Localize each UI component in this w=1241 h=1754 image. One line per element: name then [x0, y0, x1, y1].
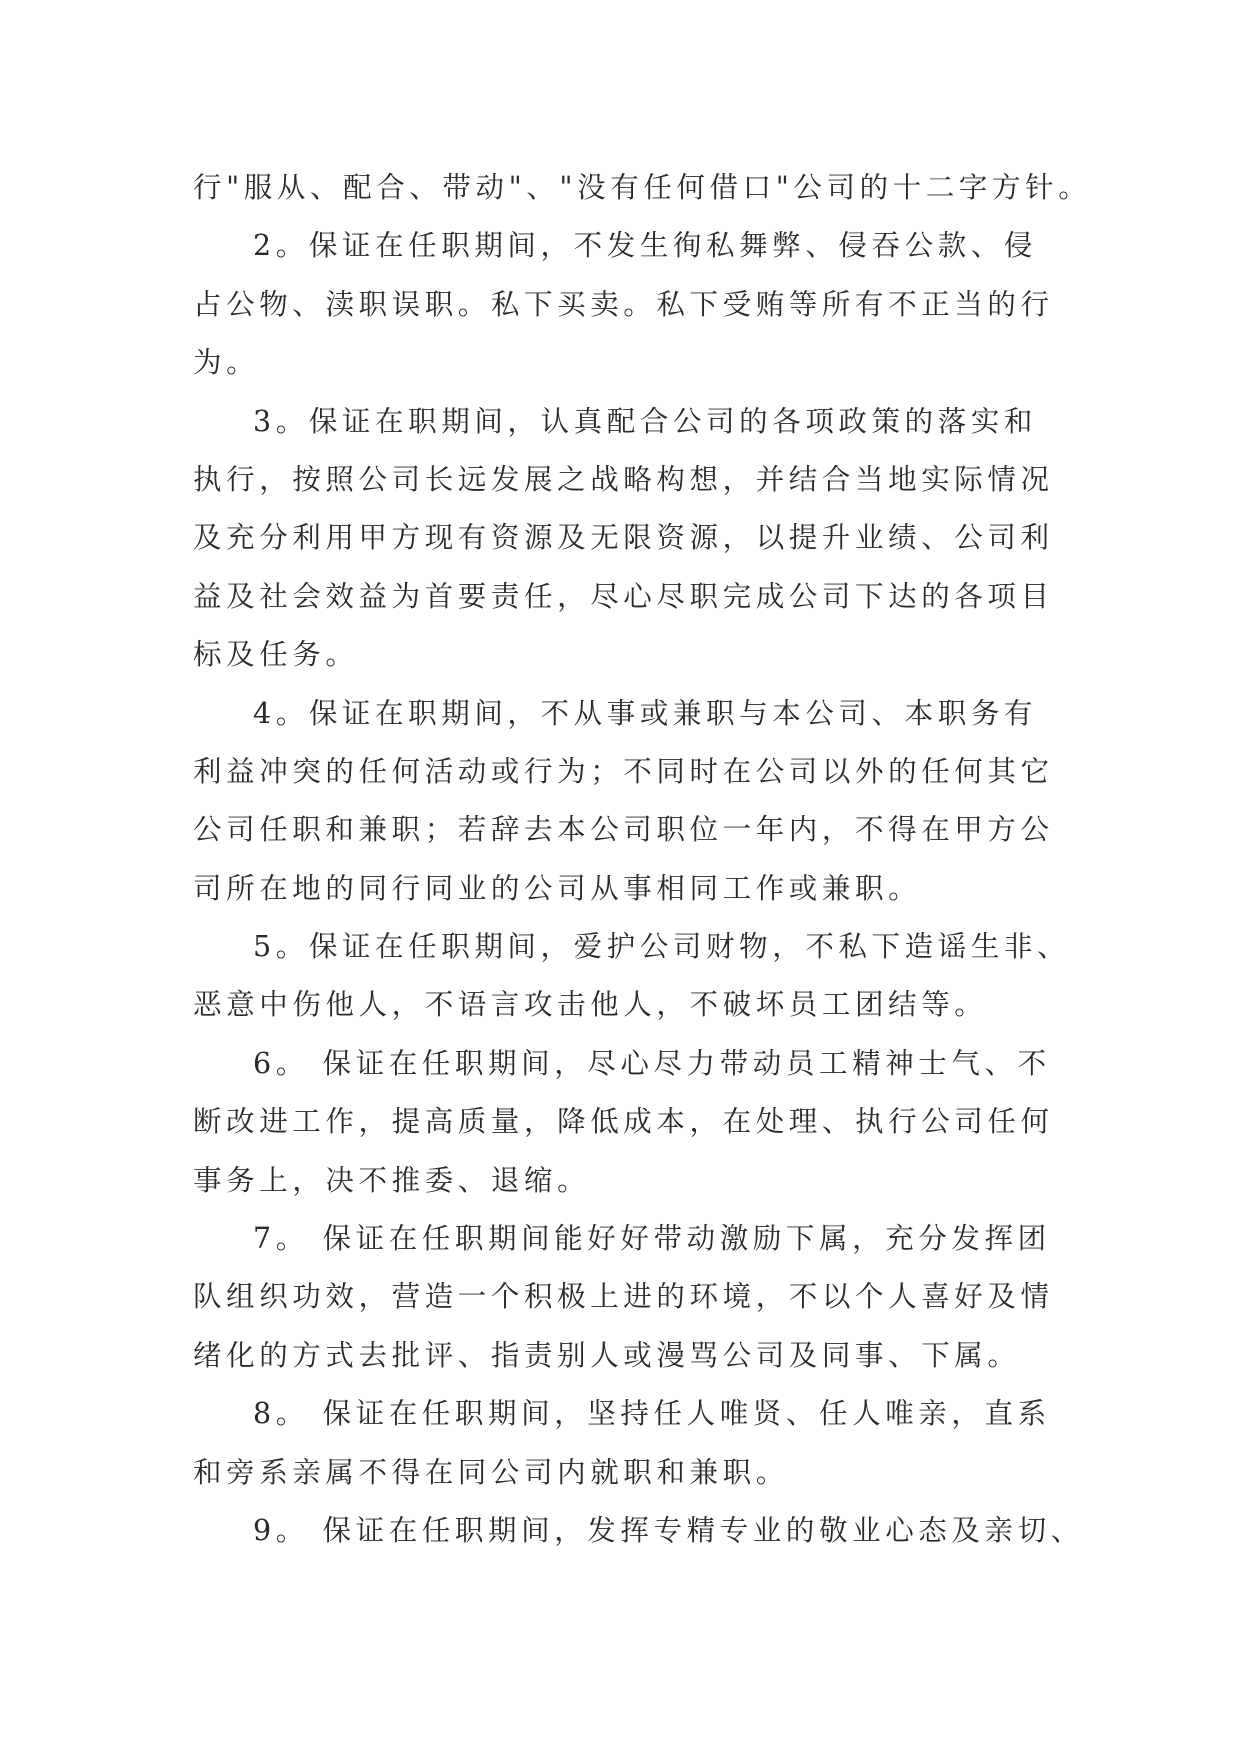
paragraph-item-4: [193, 685, 1063, 919]
paragraph-item-2: [193, 217, 1063, 392]
text-line: 行"服从、配合、带动"、"没有任何借口"公司的十二字方针。: [193, 171, 1092, 204]
text-line: 7。 保证在任职期间能好好带动激励下属，充分发挥团: [253, 1222, 1051, 1256]
document-body: [193, 159, 1092, 1560]
text-line: 断改进工作，提高质量，降低成本，在处理、执行公司任何: [193, 1105, 1054, 1139]
text-line: 标及任务。: [193, 638, 359, 672]
text-line: 3。保证在职期间，认真配合公司的各项政策的落实和: [253, 404, 1038, 438]
text-line: 恶意中伤他人，不语言攻击他人，不破坏员工团结等。: [193, 988, 988, 1022]
text-line: 队组织功效，营造一个积极上进的环境，不以个人喜好及情: [193, 1280, 1054, 1314]
text-line: 公司任职和兼职；若辞去本公司职位一年内，不得在甲方公: [193, 813, 1054, 847]
text-line: 2。保证在任职期间，不发生徇私舞弊、侵吞公款、侵: [253, 229, 1038, 263]
text-line: 利益冲突的任何活动或行为；不同时在公司以外的任何其它: [193, 754, 1054, 788]
paragraph-item-5: [193, 918, 1071, 1035]
text-line: 司所在地的同行同业的公司从事相同工作或兼职。: [193, 871, 922, 905]
text-line: 绪化的方式去批评、指责别人或漫骂公司及同事、下属。: [193, 1338, 1021, 1372]
text-line: 和旁系亲属不得在同公司内就职和兼职。: [193, 1455, 789, 1489]
text-line: 益及社会效益为首要责任，尽心尽职完成公司下达的各项目: [193, 579, 1054, 613]
text-line: 6。 保证在任职期间，尽心尽力带动员工精神士气、不: [253, 1046, 1051, 1080]
text-line: 4。保证在职期间，不从事或兼职与本公司、本职务有: [253, 696, 1038, 730]
paragraph-1-continuation: [193, 159, 1092, 217]
text-line: 执行，按照公司长远发展之战略构想，并结合当地实际情况: [193, 462, 1054, 496]
text-line: 事务上，决不推委、退缩。: [193, 1163, 591, 1197]
text-line: 占公物、渎职误职。私下买卖。私下受贿等所有不正当的行: [193, 287, 1054, 321]
paragraph-item-9: [193, 1502, 1084, 1560]
text-line: 为。: [193, 346, 260, 380]
text-line: 8。 保证在任职期间，坚持任人唯贤、任人唯亲，直系: [253, 1397, 1051, 1431]
paragraph-item-3: [193, 393, 1063, 685]
paragraph-item-7: [193, 1210, 1063, 1385]
paragraph-item-6: [193, 1035, 1063, 1210]
paragraph-item-8: [193, 1385, 1063, 1502]
text-line: 9。 保证在任职期间，发挥专精专业的敬业心态及亲切、: [253, 1513, 1084, 1547]
text-line: 5。保证在任职期间，爱护公司财物，不私下造谣生非、: [253, 930, 1071, 964]
text-line: 及充分利用甲方现有资源及无限资源，以提升业绩、公司利: [193, 521, 1054, 555]
